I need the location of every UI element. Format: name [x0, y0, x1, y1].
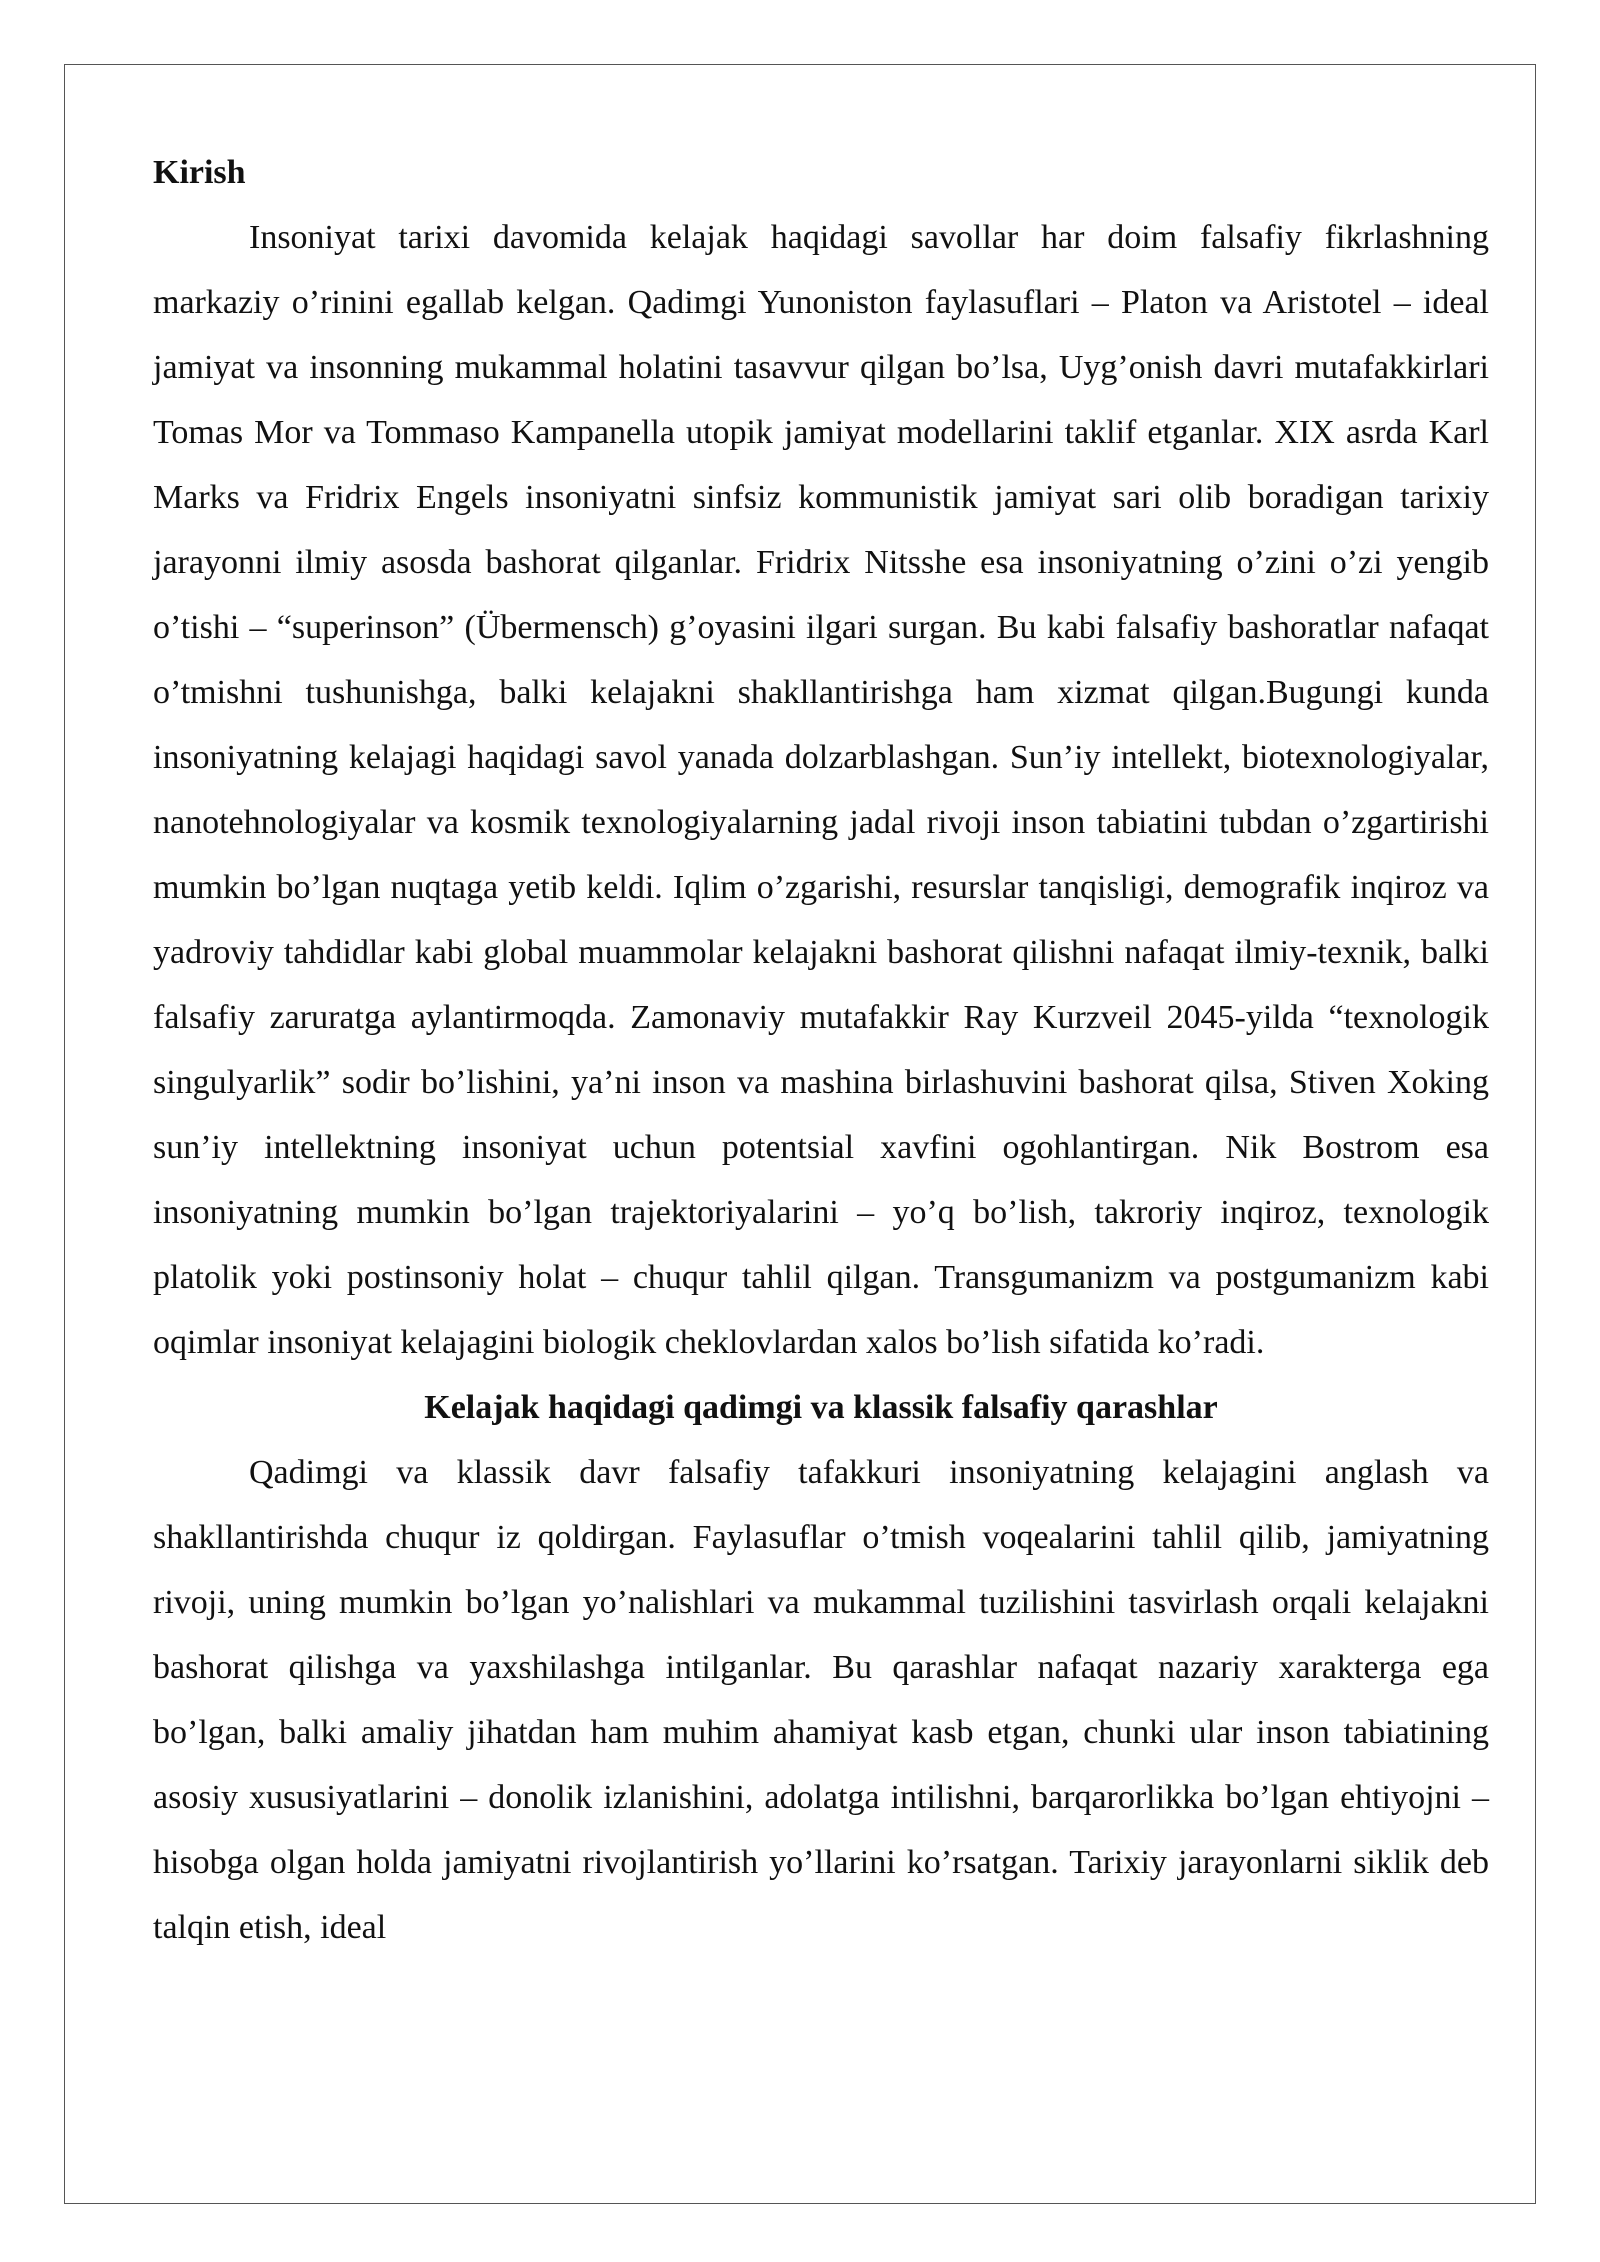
section-heading: Kelajak haqidagi qadimgi va klassik falsafiy qarashlar — [424, 1389, 1218, 1426]
document-body — [153, 140, 1489, 1960]
section-paragraph: Qadimgi va klassik davr falsafiy tafakkuri insoniyatning kelajagini anglash va shakllantirishda chuqur iz qoldirgan. Faylasuflar o’tmish voqealarini tahlil qilib, jamiyatning rivoji, uning mumkin bo’lgan yo’nalishlari va mukammal tuzilishini tasvirlash orqali kelajakni bashorat qilishga va yaxshilashga intilganlar. Bu qarashlar nafaqat nazariy xarakterga ega bo’lgan, balki amaliy jihatdan ham muhim ahamiyat kasb etgan, chunki ular inson tabiatining asosiy xususiyatlarini – donolik izlanishini, adolatga intilishni, barqarorlikka bo’lgan ehtiyojni – hisobga olgan holda jamiyatni rivojlantirish yo’llarini ko’rsatgan. Tarixiy jarayonlarni siklik deb talqin etish, ideal — [153, 1454, 1489, 1946]
intro-heading: Kirish — [153, 154, 246, 191]
intro-paragraph: Insoniyat tarixi davomida kelajak haqidagi savollar har doim falsafiy fikrlashning markaziy o’rinini egallab kelgan. Qadimgi Yunoniston faylasuflari – Platon va Aristotel – ideal jamiyat va insonning mukammal holatini tasavvur qilgan bo’lsa, Uyg’onish davri mutafakkirlari Tomas Mor va Tommaso Kampanella utopik jamiyat modellarini taklif etganlar. XIX asrda Karl Marks va Fridrix Engels insoniyatni sinfsiz kommunistik jamiyat sari olib boradigan tarixiy jarayonni ilmiy asosda bashorat qilganlar. Fridrix Nitsshe esa insoniyatning o’zini o’zi yengib o’tishi – “superinson” (Übermensch) g’oyasini ilgari surgan. Bu kabi falsafiy bashoratlar nafaqat o’tmishni tushunishga, balki kelajakni shakllantirishga ham xizmat qilgan.Bugungi kunda insoniyatning kelajagi haqidagi savol yanada dolzarblashgan. Sun’iy intellekt, biotexnologiyalar, nanotehnologiyalar va kosmik texnologiyalarning jadal rivoji inson tabiatini tubdan o’zgartirishi mumkin bo’lgan nuqtaga yetib keldi. Iqlim o’zgarishi, resurslar tanqisligi, demografik inqiroz va yadroviy tahdidlar kabi global muammolar kelajakni bashorat qilishni nafaqat ilmiy-texnik, balki falsafiy zaruratga aylantirmoqda. Zamonaviy mutafakkir Ray Kurzveil 2045-yilda “texnologik singulyarlik” sodir bo’lishini, ya’ni inson va mashina birlashuvini bashorat qilsa, Stiven Xoking sun’iy intellektning insoniyat uchun potentsial xavfini ogohlantirgan. Nik Bostrom esa insoniyatning mumkin bo’lgan trajektoriyalarini – yo’q bo’lish, takroriy inqiroz, texnologik platolik yoki postinsoniy holat – chuqur tahlil qilgan. Transgumanizm va postgumanizm kabi oqimlar insoniyat kelajagini biologik cheklovlardan xalos bo’lish sifatida ko’radi. — [153, 219, 1489, 1361]
